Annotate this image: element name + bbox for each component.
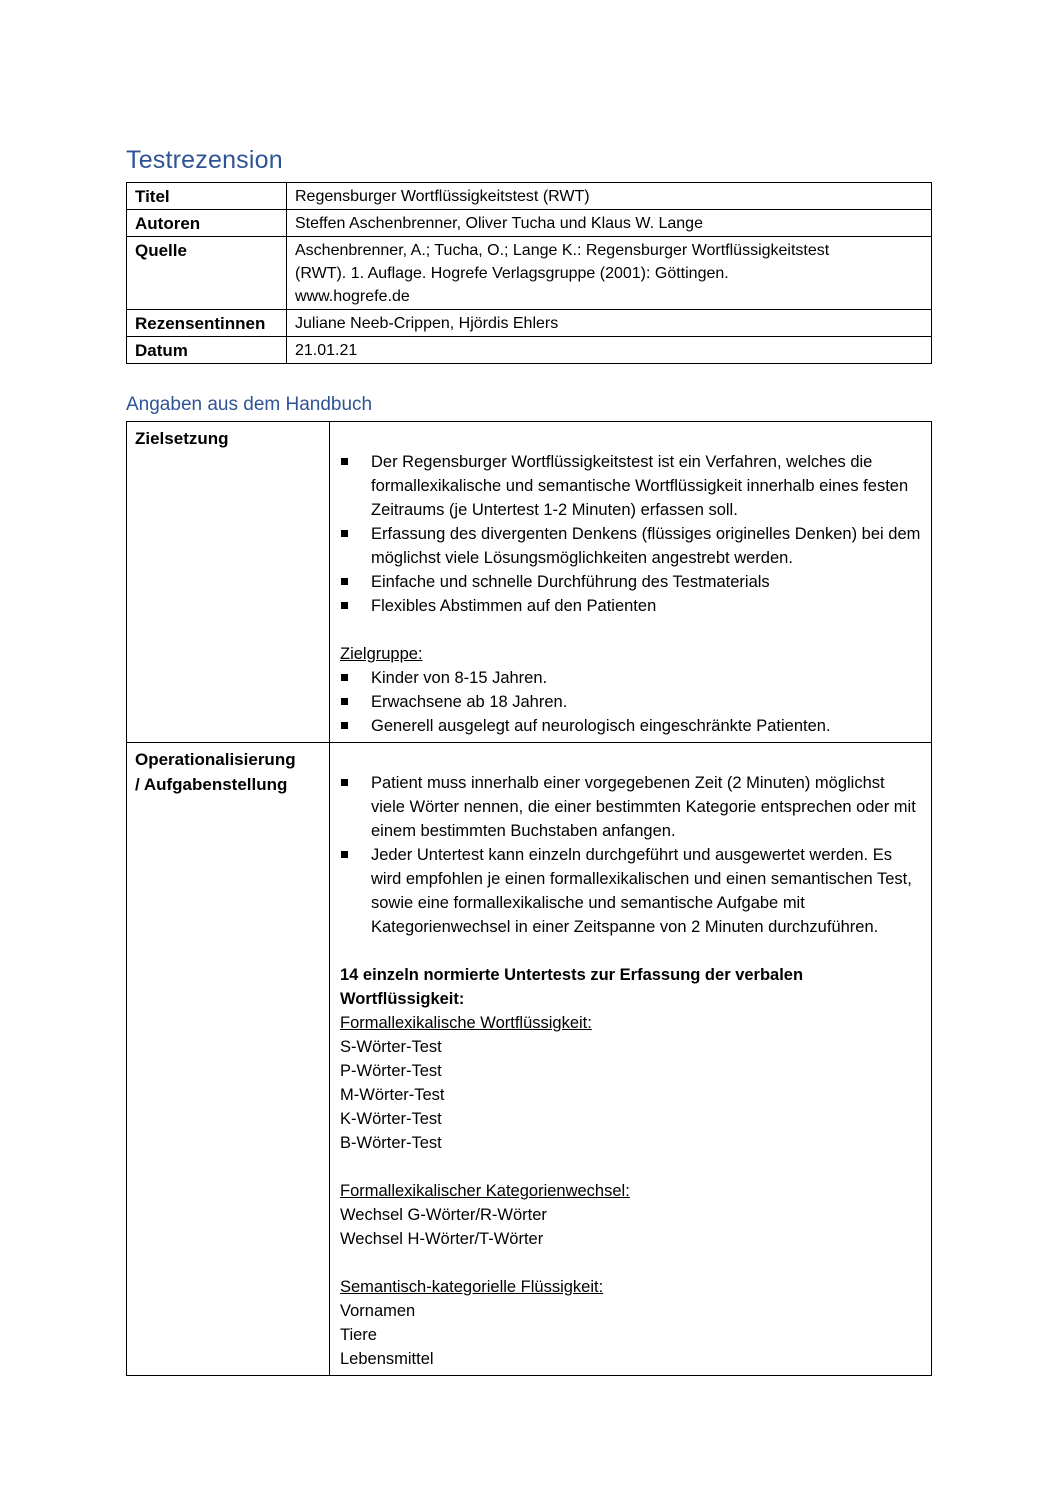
zielsetzung-content: [330, 422, 932, 743]
source-url: www.hogrefe.de: [295, 288, 410, 305]
goals-list: [340, 450, 923, 618]
table-row: [127, 237, 932, 310]
list-item: Lebensmittel: [340, 1350, 434, 1368]
target-group-list: [340, 666, 923, 738]
list-item: Tiere: [340, 1326, 377, 1344]
list-item: Vornamen: [340, 1302, 416, 1320]
list-item: Patient muss innerhalb einer vorgegebenen Zeit (2 Minuten) möglichst viele Wörter nennen, die einer bestimmten Kategorie entsprechen oder mit einem bestimmten Buchstaben anfangen.: [340, 771, 923, 843]
list-item: K-Wörter-Test: [340, 1110, 442, 1128]
table-row: [127, 337, 932, 364]
list-item: S-Wörter-Test: [340, 1038, 442, 1056]
list-item: M-Wörter-Test: [340, 1086, 445, 1104]
reviewers-value: Juliane Neeb-Crippen, Hjördis Ehlers: [287, 310, 932, 337]
table-row: [127, 743, 932, 1376]
operationalisierung-label: [127, 743, 330, 1376]
metadata-table: [126, 182, 932, 364]
reviewers-label: Rezensentinnen: [127, 310, 287, 337]
table-row: [127, 210, 932, 237]
source-line: (RWT). 1. Auflage. Hogrefe Verlagsgruppe (2001): Göttingen.: [295, 265, 729, 282]
list-item: Der Regensburger Wortflüssigkeitstest ist ein Verfahren, welches die formallexikalische und semantische Wortflüssigkeit innerhalb eines festen Zeitraums (je Untertest 1-2 Minuten) erfassen soll.: [340, 450, 923, 522]
table-row: [127, 310, 932, 337]
table-row: [127, 183, 932, 210]
date-value: 21.01.21: [287, 337, 932, 364]
group-heading: Semantisch-kategorielle Flüssigkeit:: [340, 1278, 604, 1296]
list-item: Generell ausgelegt auf neurologisch eingeschränkte Patienten.: [340, 714, 923, 738]
section-title: Angaben aus dem Handbuch: [126, 394, 373, 415]
list-item: Kinder von 8-15 Jahren.: [340, 666, 923, 690]
list-item: Flexibles Abstimmen auf den Patienten: [340, 594, 923, 618]
title-value: Regensburger Wortflüssigkeitstest (RWT): [287, 183, 932, 210]
operationalisierung-content: [330, 743, 932, 1376]
task-list: [340, 771, 923, 939]
authors-label: Autoren: [127, 210, 287, 237]
list-item: Einfache und schnelle Durchführung des Testmaterials: [340, 570, 923, 594]
list-item: Wechsel H-Wörter/T-Wörter: [340, 1230, 544, 1248]
list-item: Erfassung des divergenten Denkens (flüssiges originelles Denken) bei dem möglichst viele Lösungsmöglichkeiten angestrebt werden.: [340, 522, 923, 570]
zielsetzung-label: Zielsetzung: [127, 422, 330, 743]
source-label: Quelle: [127, 237, 287, 310]
list-item: Wechsel G-Wörter/R-Wörter: [340, 1206, 547, 1224]
subtests-heading: 14 einzeln normierte Untertests zur Erfassung der verbalen Wortflüssigkeit:: [340, 966, 804, 1008]
authors-value: Steffen Aschenbrenner, Oliver Tucha und Klaus W. Lange: [287, 210, 932, 237]
list-item: Jeder Untertest kann einzeln durchgeführt und ausgewertet werden. Es wird empfohlen je einen formallexikalischen und einen semantischen Test, sowie eine formallexikalische und semantische Aufgabe mit Kategorienwechsel in einer Zeitspanne von 2 Minuten durchzuführen.: [340, 843, 923, 939]
title-label: Titel: [127, 183, 287, 210]
date-label: Datum: [127, 337, 287, 364]
group-heading: Formallexikalische Wortflüssigkeit:: [340, 1014, 592, 1032]
list-item: Erwachsene ab 18 Jahren.: [340, 690, 923, 714]
label-line: / Aufgabenstellung: [135, 775, 288, 794]
handbook-table: [126, 421, 932, 1376]
list-item: P-Wörter-Test: [340, 1062, 442, 1080]
list-item: B-Wörter-Test: [340, 1134, 442, 1152]
table-row: [127, 422, 932, 743]
group-heading: Formallexikalischer Kategorienwechsel:: [340, 1182, 630, 1200]
source-line: Aschenbrenner, A.; Tucha, O.; Lange K.: Regensburger Wortflüssigkeitstest: [295, 242, 830, 259]
target-group-heading: Zielgruppe:: [340, 645, 423, 663]
source-value: [287, 237, 932, 310]
label-line: Operationalisierung: [135, 750, 296, 769]
page-title: Testrezension: [126, 146, 283, 174]
